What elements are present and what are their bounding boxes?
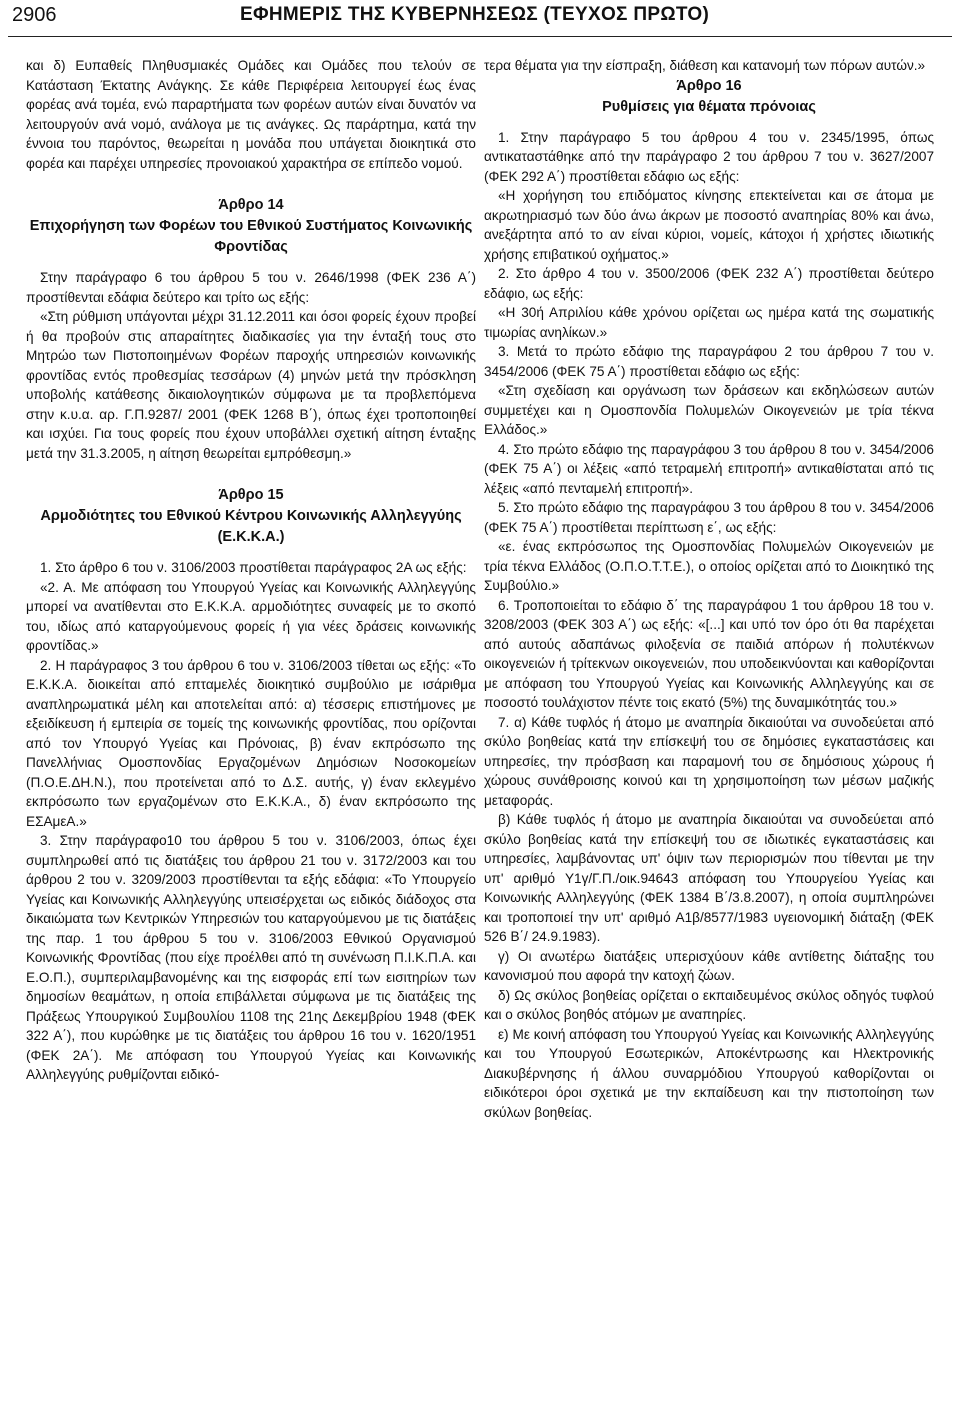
article-14-heading: Άρθρο 14	[218, 197, 284, 213]
article-14-title: Επιχορήγηση των Φορέων του Εθνικού Συστήματος Κοινωνικής Φροντίδας	[29, 218, 473, 255]
intro-paragraph: και δ) Ευπαθείς Πληθυσμιακές Ομάδες και Ομάδες που τελούν σε Κατάσταση Έκτατης Ανάγκης. Σε κάθε Περιφέρεια λειτουργεί έως ένας φορέας ανά τομέα, ενώ παραρτήματα των φορέων αυτών είναι δυνατόν να λειτουργούν ανά νομό, ανάλογα με τις ανάγκες. Ως παράρτημα, κατά την έννοια του παρόντος, θεωρείται η μονάδα που υπάγεται διοικητικά στο φορέα και παρέχει υπηρεσίες προνοιακού χαρακτήρα σε επίπεδο νομού.	[26, 58, 476, 171]
right-column	[484, 56, 934, 1122]
article-16-paragraph: 3. Μετά το πρώτο εδάφιο της παραγράφου 2 του άρθρου 7 του ν. 3454/2006 (ΦΕΚ 75 Α΄) προστίθεται εδάφιο ως εξής:	[484, 344, 934, 379]
article-15-paragraph: 2. Η παράγραφος 3 του άρθρου 6 του ν. 3106/2003 τίθεται ως εξής: «Το Ε.Κ.Κ.Α. διοικείται από επταμελές διοικητικό συμβούλιο με ισάριθμα αναπληρωματικά μέλη και αποτελείται από: α) τέσσερις επιστήμονες με εξειδίκευση ή εμπειρία σε τομείς της κοινωνικής φροντίδας, που ορίζονται από τον Υπουργό Υγείας και Πρόνοιας, β) έναν εκπρόσωπο της Πανελλήνιας Ομοσπονδίας Εργαζομένων Δημόσιων Νοσοκομείων (Π.Ο.Ε.ΔΗ.Ν.), που προτείνεται από το Δ.Σ. αυτής, γ) έναν εκλεγμένο εκπρόσωπο των εργαζομένων στο Ε.Κ.Κ.Α., δ) έναν εκπρόσωπο της ΕΣΑμεΑ.»	[26, 657, 476, 829]
article-16-paragraph: «Η 30ή Απριλίου κάθε χρόνου ορίζεται ως ημέρα κατά της σωματικής τιμωρίας ανηλίκων.»	[484, 305, 934, 340]
article-16-paragraph: «Στη σχεδίαση και οργάνωση των δράσεων και εκδηλώσεων αυτών συμμετέχει και η Ομοσπονδία Πολυμελών Οικογενειών με τρία τέκνα Ελλάδος.»	[484, 383, 934, 437]
gazette-title: ΕΦΗΜΕΡΙΣ ΤΗΣ ΚΥΒΕΡΝΗΣΕΩΣ (ΤΕΥΧΟΣ ΠΡΩΤΟ)	[240, 4, 710, 25]
article-16-paragraph: 6. Τροποποιείται το εδάφιο δ΄ της παραγράφου 1 του άρθρου 18 του ν. 3208/2003 (ΦΕΚ 303 Α΄) ως εξής: «[...] και υπό τον όρο ότι θα παρέχεται από αυτούς αδαπάνως φιλοξενία σε παιδιά απόρων ή πολυτέκνων οικογενειών ή τρίτεκνων οικογενειών, που υποδεικνύονται και καθορίζονται με απόφαση του Υπουργού Υγείας και Κοινωνικής Αλληλεγγύης και σε ποσοστό τουλάχιστον πέντε τοις εκατό (5%) της δυναμικότητάς του.»	[484, 597, 934, 710]
article-16-paragraph: 2. Στο άρθρο 4 του ν. 3500/2006 (ΦΕΚ 232 Α΄) προστίθεται δεύτερο εδάφιο, ως εξής:	[484, 266, 934, 301]
article-16-heading: Άρθρο 16	[676, 77, 742, 94]
article-16-paragraph: β) Κάθε τυφλός ή άτομο με αναπηρία δικαιούται να συνοδεύεται από σκύλο βοηθείας κατά την επίσκεψή του σε ιδιωτικές εγκαταστάσεις και υπηρεσίες, λαμβάνοντας υπ' όψιν των περιορισμών που τίθενται με την υπ' αριθμό Υ1γ/Γ.Π./οικ.94643 απόφαση του Υπουργείου Υγείας και Κοινωνικής Αλληλεγγύης (ΦΕΚ 1384 Β΄/3.8.2007), η οποία συμπληρώνει και τροποποιεί την υπ' αριθμό Α1β/8577/1983 υγειονομική διάταξη (ΦΕΚ 526 Β΄/ 24.9.1983).	[484, 812, 934, 944]
article-15-title: Αρμοδιότητες του Εθνικού Κέντρου Κοινωνικής Αλληλεγγύης (Ε.Κ.Κ.Α.)	[40, 508, 462, 545]
article-16-paragraph: γ) Οι ανωτέρω διατάξεις υπερισχύουν κάθε αντίθετης διάταξης του κανονισμού που αφορά την κατοχή ζώων.	[484, 948, 934, 983]
page-number: 2906	[12, 4, 57, 26]
article-15-paragraph: «2. Α. Με απόφαση του Υπουργού Υγείας και Κοινωνικής Αλληλεγγύης μπορεί να ανατίθενται στο Ε.Κ.Κ.Α. αρμοδιότητες συναφείς με το σκοπό του, ιδίως από καταργούμενους φορείς ή για νέες δράσεις κοινωνικής φροντίδας.»	[26, 579, 476, 653]
article-16-paragraph: 1. Στην παράγραφο 5 του άρθρου 4 του ν. 2345/1995, όπως αντικαταστάθηκε από την παράγραφο 2 του άρθρου 7 του ν. 3627/2007 (ΦΕΚ 292 Α΄) προστίθεται εδάφιο ως εξής:	[484, 129, 934, 184]
article-16-paragraph: 7. α) Κάθε τυφλός ή άτομο με αναπηρία δικαιούται να συνοδεύεται από σκύλο βοηθείας κατά την επίσκεψή του σε δημόσιες εγκαταστάσεις και υπηρεσίες, την πρόσβαση και παραμονή του σε δημόσιους χώρους ή χώρους συνάθροισης κοινού και τη χρησιμοποίηση των μέσων μαζικής μεταφοράς.	[484, 714, 934, 808]
article-15-paragraph: 3. Στην παράγραφο10 του άρθρου 5 του ν. 3106/2003, όπως έχει συμπληρωθεί από τις διατάξεις του άρθρου 21 του ν. 3172/2003 και του άρθρου 2 του ν. 3209/2003 προστίθενται τα εξής εδάφια: «Το Υπουργείο Υγείας και Κοινωνικής Αλληλεγγύης υπεισέρχεται ως ειδικός διάδοχος στα δικαιώματα των Κεντρικών Υπηρεσιών του καταργούμενου με τις διατάξεις της παρ. 1 του άρθρου 5 του ν. 3106/2003 Εθνικού Οργανισμού Κοινωνικής Φροντίδας (που είχε προέλθει από τη συνένωση Π.Ι.Κ.Π.Α. και Ε.Ο.Π.), συμπεριλαμβανομένης και της εισφοράς επί των εισιτηρίων των δημοσίων θεαμάτων, η οποία επιβάλλεται σύμφωνα με τις διατάξεις της Πράξεως Υπουργικού Συμβουλίου 1108 της 21ης Δεκεμβρίου 1948 (ΦΕΚ 322 Α΄), που κυρώθηκε με τις διατάξεις του άρθρου 16 του ν. 1620/1951 (ΦΕΚ 2Α΄). Με απόφαση του Υπουργού Υγείας και Κοινωνικής Αλληλεγγύης ρυθμίζονται ειδικό-	[26, 833, 476, 1082]
article-15-heading: Άρθρο 15	[218, 487, 284, 503]
continued-paragraph: τερα θέματα για την είσπραξη, διάθεση και κατανομή των πόρων αυτών.»	[484, 58, 926, 73]
article-16-paragraph: ε) Με κοινή απόφαση του Υπουργού Υγείας και Κοινωνικής Αλληλεγγύης και του Υπουργού Εσωτερικών, Αποκέντρωσης και Ηλεκτρονικής Διακυβέρνησης ή άλλου συναρμόδιου Υπουργού καθορίζονται οι ειδικότεροι όροι σχετικά με την εκπαίδευση και την πιστοποίηση των σκύλων βοηθείας.	[484, 1026, 934, 1120]
header-rule	[8, 36, 952, 37]
article-16-paragraph: δ) Ως σκύλος βοηθείας ορίζεται ο εκπαιδευμένος σκύλος οδηγός τυφλού και ο σκύλος βοηθός ατόμων με αναπηρίες.	[484, 987, 934, 1022]
article-14-paragraph: «Στη ρύθμιση υπάγονται μέχρι 31.12.2011 και όσοι φορείς έχουν προβεί ή θα προβούν στις απαραίτητες διαδικασίες για την ένταξή τους στο Μητρώο των Πιστοποιημένων Φορέων παροχής υπηρεσιών κοινωνικής φροντίδας εντός προθεσμίας τεσσάρων (4) μηνών μετά την πρόσκληση υποβολής κατάθεσης δικαιολογητικών σύμφωνα με τα προβλεπόμενα στην κ.υ.α. αρ. Γ.Π.9287/ 2001 (ΦΕΚ 1268 Β΄), όπως έχει τροποποιηθεί και ισχύει. Για τους φορείς που έχουν υποβάλλει σχετική αίτηση ένταξης μετά την 31.3.2005, η αίτηση θεωρείται εμπρόθεσμη.»	[26, 309, 476, 461]
article-16-title: Ρυθμίσεις για θέματα πρόνοιας	[602, 98, 816, 115]
left-column	[26, 56, 476, 1085]
article-16-paragraph: «Η χορήγηση του επιδόματος κίνησης επεκτείνεται και σε άτομα με ακρωτηριασμό των δύο άνω άκρων με ποσοστό αναπηρίας 80% και άνω, ανεξάρτητα από το αν είναι κύριοι, νομείς, κάτοχοι ή χρήστες ιδιωτικής χρήσης επιβατικού οχήματος.»	[484, 188, 934, 262]
article-14-paragraph: Στην παράγραφο 6 του άρθρου 5 του ν. 2646/1998 (ΦΕΚ 236 Α΄) προστίθενται εδάφια δεύτερο και τρίτο ως εξής:	[26, 270, 476, 305]
article-15-paragraph: 1. Στο άρθρο 6 του ν. 3106/2003 προστίθεται παράγραφος 2Α ως εξής:	[40, 560, 467, 575]
article-16-paragraph: «ε. ένας εκπρόσωπος της Ομοσπονδίας Πολυμελών Οικογενειών με τρία τέκνα Ελλάδος (Ο.Π.Ο.Τ.Τ.Ε.), ο οποίος ορίζεται από το Διοικητικό της Συμβούλιο.»	[484, 539, 934, 593]
page-header	[0, 0, 960, 44]
article-16-paragraph: 5. Στο πρώτο εδάφιο της παραγράφου 3 του άρθρου 8 του ν. 3454/2006 (ΦΕΚ 75 Α΄) προστίθεται περίπτωση ε΄, ως εξής:	[484, 500, 934, 535]
article-16-paragraph: 4. Στο πρώτο εδάφιο της παραγράφου 3 του άρθρου 8 του ν. 3454/2006 (ΦΕΚ 75 Α΄) οι λέξεις «από τετραμελή επιτροπή» αντικαθίσταται από τις λέξεις «από πενταμελή επιτροπή».	[484, 441, 934, 496]
